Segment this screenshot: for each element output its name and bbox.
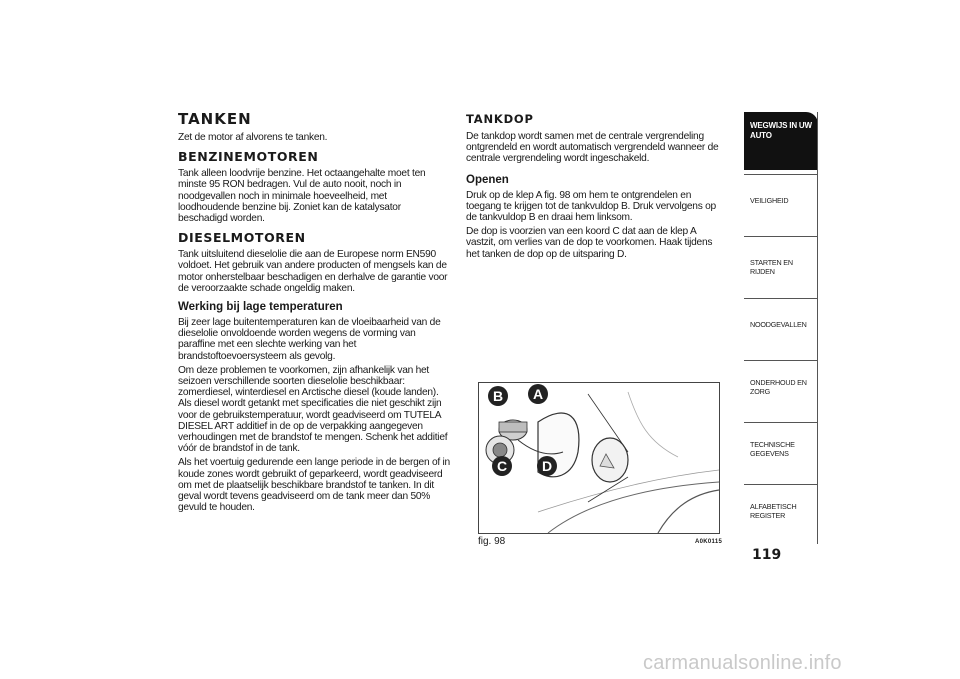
intro-text: Zet de motor af alvorens te tanken. [178, 132, 328, 143]
chapter-tab-label: STARTEN EN RIJDEN [750, 258, 793, 276]
heading-low-temperature: Werking bij lage temperaturen [178, 301, 343, 314]
heading-openen: Openen [466, 173, 509, 186]
svg-text:A: A [532, 386, 544, 402]
label-c [492, 456, 512, 476]
figure-caption: fig. 98 [478, 536, 506, 547]
chapter-tab-label: ALFABETISCH REGISTER [750, 502, 797, 520]
svg-text:C: C [496, 458, 508, 474]
open-paragraph-1: Druk op de klep A fig. 98 om hem te ontgrendelen en toegang te krijgen tot de tankvuldop B. Druk vervolgens op de tankvuldop B en draai hem linksom. [466, 189, 716, 224]
watermark: carmanualsonline.info [643, 652, 842, 674]
section-title-tankdop: TANKDOP [466, 112, 534, 126]
petrol-text: Tank alleen loodvrije benzine. Het octaangehalte moet ten minste 95 RON bedragen. Vul de auto nooit, noch in noodgevallen noch in minimale hoeveelheid, met loodhoudende benzine bij. Zoniet kan de katalysator beschadigd worden. [178, 168, 426, 225]
chapter-tab-noodgevallen[interactable] [744, 298, 818, 356]
tankdop-intro: De tankdop wordt samen met de centrale vergrendeling ontgrendeld en wordt automatisch vergrendeld wanneer de centrale vergrendeling wordt ingeschakeld. [466, 131, 719, 165]
chapter-sidebar [744, 112, 818, 544]
open-paragraph-2: De dop is voorzien van een koord C dat aan de klep A vastzit, om verlies van de dop te voorkomen. Haak tijdens het tanken de dop op de uitsparing D. [466, 226, 713, 260]
diesel-text: Tank uitsluitend dieselolie die aan de Europese norm EN590 voldoet. Het gebruik van andere producten of mengsels kan de motor onherstelbaar beschadigen en derhalve de garantie voor de veroorzaakte schade ongeldig maken. [178, 249, 448, 294]
chapter-tab-label: TECHNISCHE GEGEVENS [750, 440, 795, 458]
chapter-tab-label: VEILIGHEID [750, 196, 789, 205]
chapter-tab-register[interactable] [744, 484, 818, 542]
label-a [528, 384, 548, 404]
left-column [178, 110, 450, 516]
svg-text:D: D [541, 458, 553, 474]
chapter-tab-technische[interactable] [744, 422, 818, 480]
section-title-tanken: TANKEN [178, 110, 252, 128]
chapter-tab-starten[interactable] [744, 236, 818, 294]
chapter-tab-label: ONDERHOUD EN ZORG [750, 378, 807, 396]
heading-benzinemotoren: BENZINEMOTOREN [178, 149, 319, 165]
chapter-tab-onderhoud[interactable] [744, 360, 818, 418]
sidebar-edge [817, 112, 818, 544]
page-number: 119 [752, 547, 782, 563]
right-column [466, 110, 728, 263]
chapter-tab-veiligheid[interactable] [744, 174, 818, 232]
lowtemp-paragraph-3: Als het voertuig gedurende een lange periode in de bergen of in koude zones wordt gebruikt of geparkeerd, wordt geadviseerd om met de plaatselijk beschikbare brandstof te tanken. In dit geval wordt tevens geadviseerd om de tank meer dan 50% gevuld te houden. [178, 457, 450, 514]
chapter-tab-label: WEGWIJS IN UW AUTO [750, 121, 812, 140]
fuel-cap-illustration [478, 382, 720, 534]
svg-text:B: B [492, 388, 504, 404]
heading-dieselmotoren: DIESELMOTOREN [178, 230, 306, 246]
lowtemp-paragraph-1: Bij zeer lage buitentemperaturen kan de vloeibaarheid van de dieselolie onvoldoende worden wegens de vorming van paraffine met een slechte werking van het brandstoftoevoersysteem als gevolg. [178, 317, 441, 362]
figure-code: A0K0115 [695, 539, 723, 545]
label-b [488, 386, 508, 406]
lowtemp-paragraph-2: Om deze problemen te voorkomen, zijn afhankelijk van het seizoen verschillende soorten dieselolie beschikbaar: zomerdiesel, winterdiesel en Arctische diesel (koude landen). Als diesel wordt getankt met specificaties die niet geschikt zijn voor de gebruikstemperatuur, wordt geadviseerd om TUTELA DIESEL ART additief in de op de verpakking aangegeven verhoudingen met de brandstof te mengen. Schenk het additief vóór de brandstof in de tank. [178, 364, 448, 455]
chapter-tab-wegwijs[interactable] [744, 112, 818, 170]
chapter-tab-label: NOODGEVALLEN [750, 320, 807, 329]
label-d [537, 456, 557, 476]
